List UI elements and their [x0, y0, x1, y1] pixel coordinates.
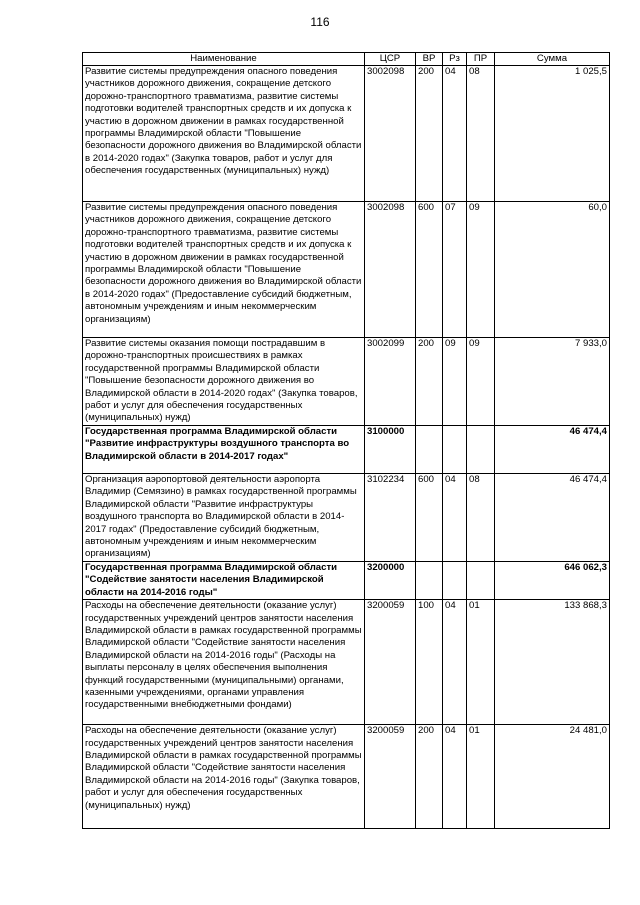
row-rz: 04 — [443, 66, 467, 202]
row-pr — [467, 426, 495, 474]
row-vr: 200 — [416, 725, 443, 829]
table-row — [83, 426, 610, 474]
table-row — [83, 725, 610, 829]
row-csr: 3102234 — [365, 474, 416, 562]
header-rz: Рз — [443, 53, 467, 66]
row-rz: 04 — [443, 600, 467, 725]
header-csr: ЦСР — [365, 53, 416, 66]
row-rz: 04 — [443, 725, 467, 829]
table-row — [83, 66, 610, 202]
row-sum: 133 868,3 — [495, 600, 610, 725]
row-rz — [443, 562, 467, 600]
row-sum: 60,0 — [495, 202, 610, 338]
row-sum: 7 933,0 — [495, 338, 610, 426]
row-csr: 3200059 — [365, 600, 416, 725]
header-name: Наименование — [83, 53, 365, 66]
row-name: Развитие системы предупреждения опасного поведения участников дорожного движения, сокращение детского дорожно-транспортного травматизма, развитие системы подготовки водителей транспортных средств и их допуска к участию в дорожном движении в рамках государственной программы Владимирской области "Повышение безопасности дорожного движения во Владимирской области в 2014-2020 годах" (Предоставление субсидий бюджетным, автономным учреждениям и иным некоммерческим организациям) — [83, 202, 365, 338]
row-vr — [416, 562, 443, 600]
row-name: Государственная программа Владимирской области "Содействие занятости населения Владимирской области на 2014-2016 годы" — [83, 562, 365, 600]
row-name: Государственная программа Владимирской области "Развитие инфраструктуры воздушного транспорта во Владимирской области в 2014-2017 годах" — [83, 426, 365, 474]
header-pr: ПР — [467, 53, 495, 66]
row-rz: 09 — [443, 338, 467, 426]
row-pr: 08 — [467, 474, 495, 562]
table-header-row — [83, 53, 610, 66]
row-vr: 200 — [416, 66, 443, 202]
table-row — [83, 338, 610, 426]
row-pr: 09 — [467, 338, 495, 426]
row-name: Развитие системы оказания помощи пострадавшим в дорожно-транспортных происшествиях в рамках государственной программы Владимирской области "Повышение безопасности дорожного движения во Владимирской области в 2014-2020 годах" (Закупка товаров, работ и услуг для обеспечения государственных (муниципальных) нужд) — [83, 338, 365, 426]
row-rz: 07 — [443, 202, 467, 338]
row-name: Расходы на обеспечение деятельности (оказание услуг) государственных учреждений центров занятости населения Владимирской области в рамках государственной программы Владимирской области "Содействие занятости населения Владимирской области на 2014-2016 годы" (Расходы на выплаты персоналу в целях обеспечения выполнения функций государственными (муниципальными) органами, казенными учреждениями, органами управления государственными внебюджетными фондами) — [83, 600, 365, 725]
row-csr: 3100000 — [365, 426, 416, 474]
row-vr: 600 — [416, 202, 443, 338]
budget-table — [82, 52, 610, 829]
row-name: Развитие системы предупреждения опасного поведения участников дорожного движения, сокращение детского дорожно-транспортного травматизма, развитие системы подготовки водителей транспортных средств и их допуска к участию в дорожном движении в рамках государственной программы Владимирской области "Повышение безопасности дорожного движения во Владимирской области в 2014-2020 годах" (Закупка товаров, работ и услуг для обеспечения государственных (муниципальных) нужд) — [83, 66, 365, 202]
row-rz — [443, 426, 467, 474]
row-sum: 1 025,5 — [495, 66, 610, 202]
row-name: Расходы на обеспечение деятельности (оказание услуг) государственных учреждений центров занятости населения Владимирской области в рамках государственной программы Владимирской области "Содействие занятости населения Владимирской области на 2014-2016 годы" (Закупка товаров, работ и услуг для обеспечения государственных (муниципальных) нужд) — [83, 725, 365, 829]
row-csr: 3002098 — [365, 202, 416, 338]
row-csr: 3002099 — [365, 338, 416, 426]
row-vr: 600 — [416, 474, 443, 562]
table-row — [83, 600, 610, 725]
row-pr: 01 — [467, 600, 495, 725]
table-row — [83, 202, 610, 338]
row-rz: 04 — [443, 474, 467, 562]
row-pr: 09 — [467, 202, 495, 338]
row-sum: 46 474,4 — [495, 474, 610, 562]
row-pr: 08 — [467, 66, 495, 202]
row-pr: 01 — [467, 725, 495, 829]
row-sum: 46 474,4 — [495, 426, 610, 474]
row-vr — [416, 426, 443, 474]
row-csr: 3200000 — [365, 562, 416, 600]
row-name: Организация аэропортовой деятельности аэропорта Владимир (Семязино) в рамках государственной программы Владимирской области "Развитие инфраструктуры воздушного транспорта во Владимирской области в 2014-2017 годах" (Предоставление субсидий бюджетным, автономным учреждениям и иным некоммерческим организациям) — [83, 474, 365, 562]
header-vr: ВР — [416, 53, 443, 66]
row-pr — [467, 562, 495, 600]
row-vr: 100 — [416, 600, 443, 725]
table-row — [83, 562, 610, 600]
row-sum: 24 481,0 — [495, 725, 610, 829]
row-csr: 3002098 — [365, 66, 416, 202]
row-vr: 200 — [416, 338, 443, 426]
row-sum: 646 062,3 — [495, 562, 610, 600]
header-sum: Сумма — [495, 53, 610, 66]
table-row — [83, 474, 610, 562]
row-csr: 3200059 — [365, 725, 416, 829]
page-number: 116 — [310, 15, 330, 29]
